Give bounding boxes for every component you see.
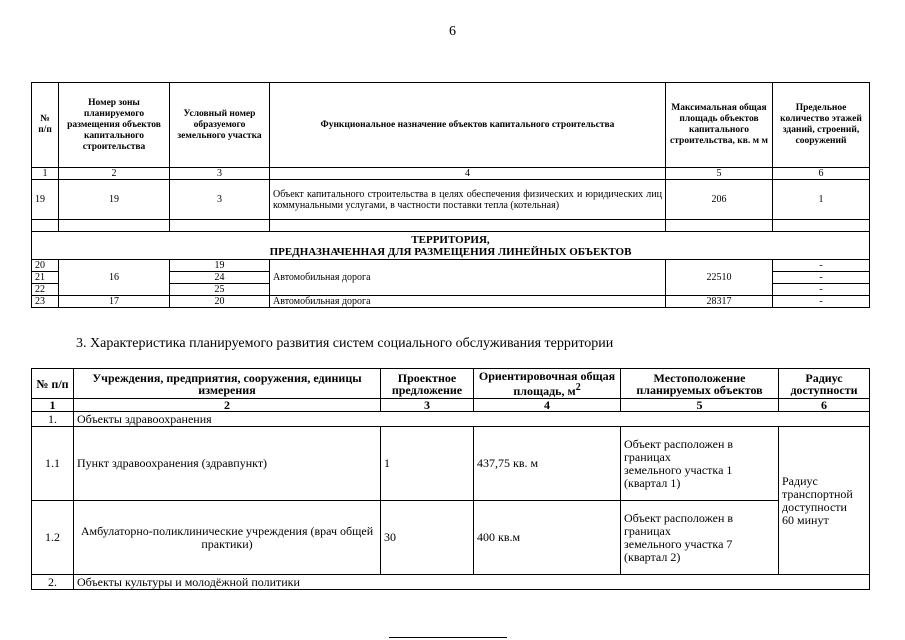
location-line: (квартал 1) [624,475,681,490]
purpose-text: Автомобильная дорога [270,296,666,308]
col-number: 1 [32,399,74,412]
header-number: № п/п [32,369,74,399]
location-line: (квартал 2) [624,549,681,564]
row-number: 22 [32,284,59,296]
header-radius: Радиус доступности [779,369,870,399]
header-number: № п/п [32,83,59,168]
column-numbers-row [32,168,870,180]
proposal-value: 30 [381,501,474,575]
location-line: границах [624,523,671,538]
page-number: 6 [449,24,456,39]
group-number: 2. [32,575,74,590]
header-plot: Условный номер образуемого земельного участка [170,83,270,168]
plot-number: 25 [170,284,270,296]
zone-number: 19 [59,180,170,220]
group-row [32,575,870,590]
floors-value: - [773,260,870,272]
area-value: 206 [666,180,773,220]
territory-heading [32,232,870,260]
purpose-text: Объект капитального строительства в целях обеспечения физических и юридических лиц коммунальными услугами, в частности поставки тепла (котельная) [270,180,666,220]
radius-line: транспортной [782,486,853,501]
col-number: 5 [666,168,773,180]
radius-line: доступности [782,499,847,514]
purpose-text: Автомобильная дорога [270,260,666,296]
proposal-value: 1 [381,427,474,501]
zone-number: 16 [59,260,170,296]
col-number: 2 [74,399,381,412]
zone-number: 17 [59,296,170,308]
zones-table [31,82,870,308]
col-number: 6 [779,399,870,412]
area-value: 437,75 кв. м [474,427,621,501]
social-services-table [31,368,870,590]
plot-number: 19 [170,260,270,272]
header-max-area: Максимальная общая площадь объектов капитального строительства, кв. м м [666,83,773,168]
group-title: Объекты культуры и молодёжной политики [74,575,870,590]
header-zone: Номер зоны планируемого размещения объектов капитального строительства [59,83,170,168]
location-line: земельного участка 7 [624,536,733,551]
area-value: 28317 [666,296,773,308]
row-number: 1.1 [32,427,74,501]
header-area-text: Ориентировочная общая площадь, м [478,369,616,398]
col-number: 3 [381,399,474,412]
col-number: 4 [474,399,621,412]
col-number: 4 [270,168,666,180]
table-row [32,501,870,575]
group-title: Объекты здравоохранения [74,412,870,427]
group-row [32,412,870,427]
territory-heading-row [32,232,870,260]
plot-number: 3 [170,180,270,220]
plot-number: 24 [170,272,270,284]
header-purpose: Функциональное назначение объектов капитального строительства [270,83,666,168]
col-number: 3 [170,168,270,180]
col-number: 6 [773,168,870,180]
location-line: Объект расположен в [624,436,734,451]
row-number: 19 [32,180,59,220]
footer-rule [389,637,507,638]
header-area-sup: 2 [575,382,581,393]
header-floors: Предельное количество этажей зданий, строений, сооружений [773,83,870,168]
area-value: 22510 [666,260,773,296]
header-location: Местоположение планируемых объектов [621,369,779,399]
table-row [32,180,870,220]
radius-text [779,427,870,575]
row-number: 1.2 [32,501,74,575]
row-number: 23 [32,296,59,308]
col-number: 1 [32,168,59,180]
territory-heading-line2: ПРЕДНАЗНАЧЕННАЯ ДЛЯ РАЗМЕЩЕНИЯ ЛИНЕЙНЫХ ОБЪЕКТОВ [269,245,632,258]
table-row [32,296,870,308]
floors-value: 1 [773,180,870,220]
empty-row [32,220,870,232]
table-row [32,427,870,501]
row-number: 21 [32,272,59,284]
area-value: 400 кв.м [474,501,621,575]
location-text [621,427,779,501]
column-numbers-row [32,399,870,412]
header-facilities: Учреждения, предприятия, сооружения, единицы измерения [74,369,381,399]
section-title: 3. Характеристика планируемого развития систем социального обслуживания территории [76,336,614,351]
row-number: 20 [32,260,59,272]
header-proposal: Проектное предложение [381,369,474,399]
radius-line: Радиус [782,473,818,488]
floors-value: - [773,284,870,296]
col-number: 2 [59,168,170,180]
floors-value: - [773,272,870,284]
table-row [32,260,870,272]
header-area [474,369,621,399]
location-line: Объект расположен в [624,510,734,525]
col-number: 5 [621,399,779,412]
table-header-row [32,369,870,399]
plot-number: 20 [170,296,270,308]
location-line: границах [624,449,671,464]
table-header-row [32,83,870,168]
facility-name: Амбулаторно-поликлинические учреждения (врач общей практики) [74,501,381,575]
group-number: 1. [32,412,74,427]
radius-line: 60 минут [782,512,829,527]
location-text [621,501,779,575]
floors-value: - [773,296,870,308]
territory-heading-line1: ТЕРРИТОРИЯ, [411,233,490,246]
facility-name: Пункт здравоохранения (здравпункт) [74,427,381,501]
location-line: земельного участка 1 [624,462,733,477]
